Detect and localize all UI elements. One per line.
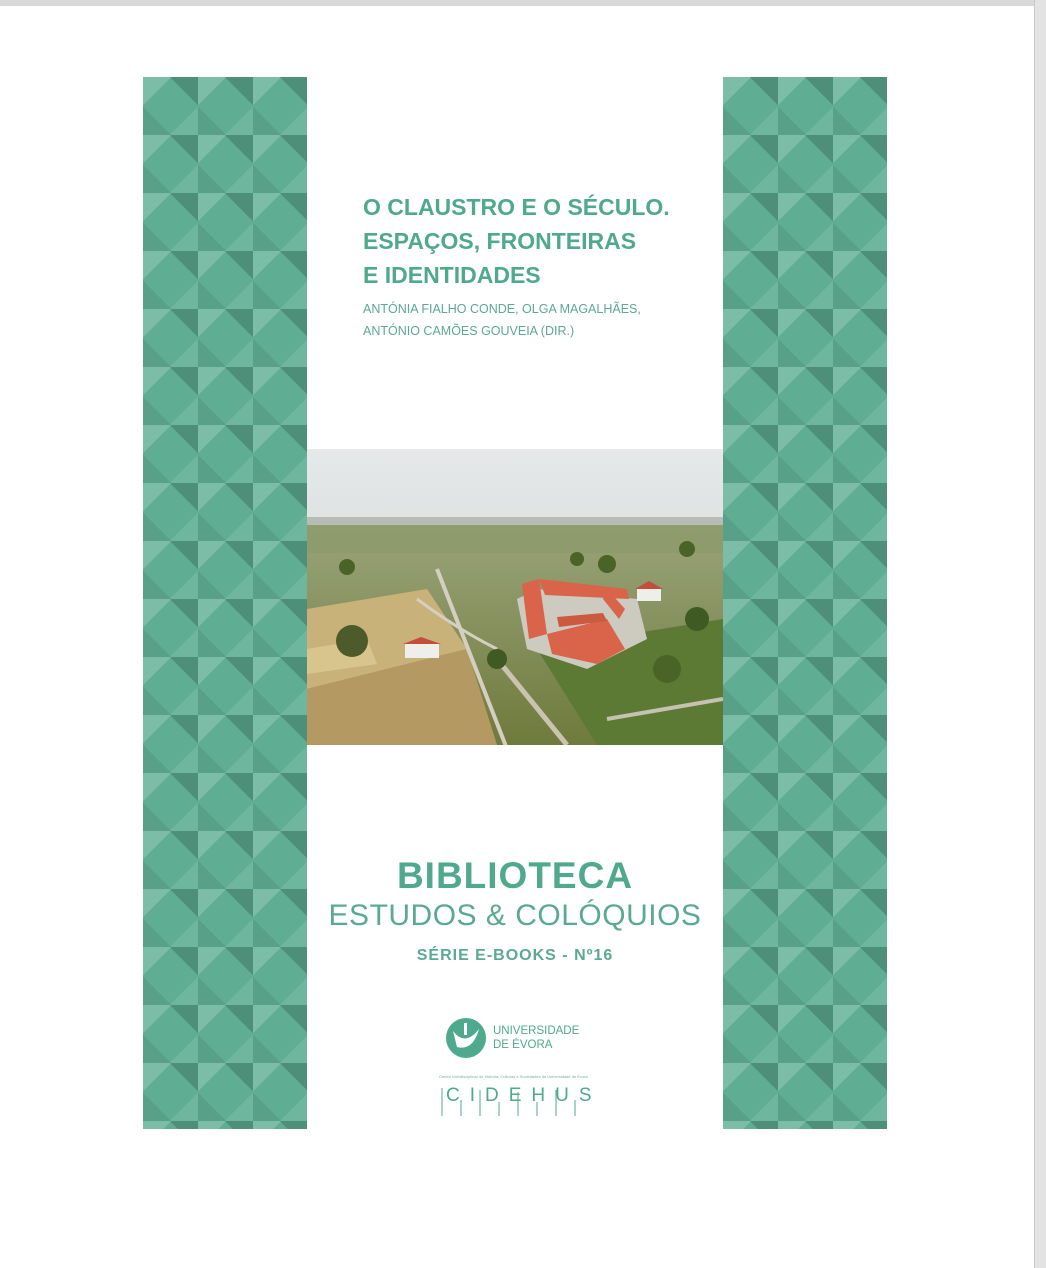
authors-line: ANTÓNIA FIALHO CONDE, OLGA MAGALHÃES,	[363, 302, 641, 316]
cidehus-fullname: Centro Interdisciplinar de História, Culturas e Sociedades da Universidade de Évora	[439, 1074, 588, 1079]
series-block	[307, 855, 723, 965]
university-emblem-icon	[445, 1017, 487, 1059]
cidehus-name: CIDEHUS	[446, 1085, 602, 1106]
title-line: E IDENTIDADES	[363, 262, 541, 288]
pattern-strip-right	[723, 77, 887, 1129]
series-number: SÉRIE E-BOOKS - Nº16	[416, 947, 614, 964]
aerial-photo-illustration	[307, 449, 723, 745]
book-authors	[363, 298, 703, 342]
book-title	[363, 190, 703, 292]
series-title: BIBLIOTECA	[396, 855, 634, 896]
title-line: ESPAÇOS, FRONTEIRAS	[363, 228, 637, 254]
university-name-line: UNIVERSIDADE	[493, 1025, 580, 1037]
title-line: O CLAUSTRO E O SÉCULO.	[363, 194, 670, 220]
cidehus-logo	[439, 1080, 602, 1120]
viewer-scrollbar[interactable]	[1034, 0, 1046, 1268]
authors-line: ANTÓNIO CAMÕES GOUVEIA (DIR.)	[363, 324, 575, 338]
university-logo	[445, 1017, 580, 1059]
viewer-top-edge	[0, 0, 1046, 6]
book-cover	[143, 77, 887, 1129]
university-name-line: DE ÉVORA	[493, 1039, 553, 1051]
series-subtitle: ESTUDOS & COLÓQUIOS	[328, 899, 702, 932]
university-name	[493, 1024, 579, 1052]
aerial-monastery-photo	[307, 449, 723, 745]
pattern-strip-left	[143, 77, 307, 1129]
